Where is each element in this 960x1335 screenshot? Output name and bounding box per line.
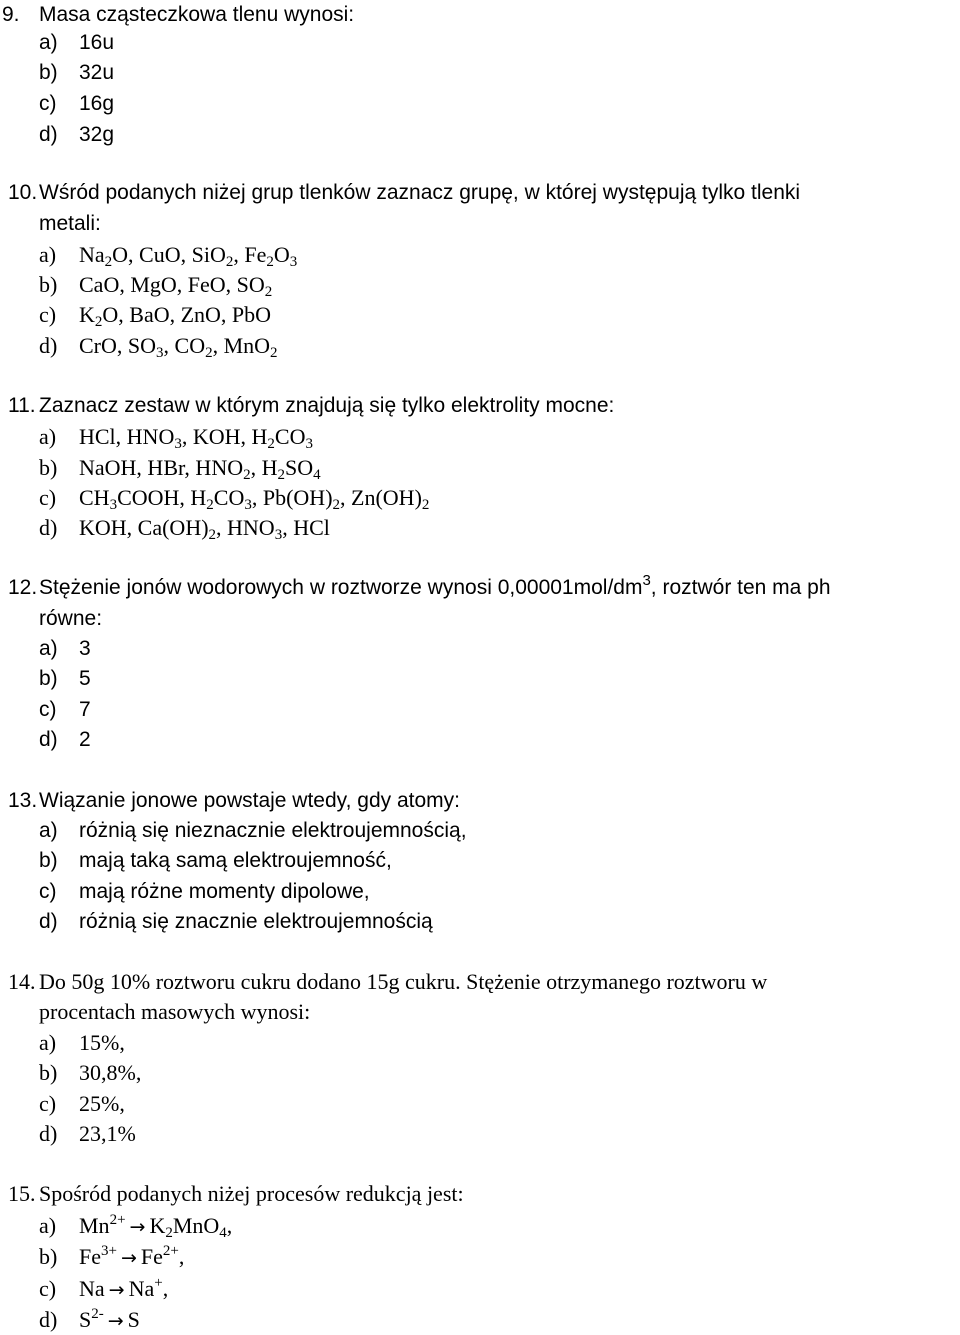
question-number: 15. — [8, 1181, 36, 1206]
answer-option: c) 16g — [39, 92, 115, 115]
answer-option: d) KOH, $Ca(OH)_2$, $HNO_3$, HCl — [39, 515, 330, 543]
answer-option: c) $K_2O$, BaO, ZnO, PbO — [39, 302, 272, 330]
answer-option: c) 25%, — [39, 1091, 125, 1116]
question-number: 12. — [8, 576, 38, 599]
answer-option: d) 23,1% — [39, 1121, 136, 1146]
answer-option: d) 2 — [39, 728, 91, 751]
answer-option: a) 3 — [39, 637, 91, 660]
question-number: 14. — [8, 969, 36, 994]
arrow-right-icon: → — [108, 1279, 125, 1301]
question-text-continued: metali: — [39, 212, 101, 235]
answer-option: d) CrO, $SO_3$, $CO_2$, MnO$_2$ — [39, 333, 278, 361]
question-text: Do 50g 10% roztworu cukru dodano 15g cukru. Stężenie otrzymanego roztworu w — [39, 969, 768, 994]
answer-option: b) 5 — [39, 667, 91, 690]
answer-option: c) $CH_3COOH$, $H_2CO_3$, $Pb(OH)_2$, $Zn(OH)_2$ — [39, 485, 430, 513]
answer-option: b) 30,8%, — [39, 1060, 142, 1085]
answer-option: d) różnią się znacznie elektroujemnością — [39, 910, 433, 933]
answer-option: c) mają różne momenty dipolowe, — [39, 880, 370, 903]
question-text: Stężenie jonów wodorowych w roztworze wynosi $0,00001mol/dm^3$, roztwór ten ma ph — [39, 572, 831, 599]
answer-option: a) różnią się nieznacznie elektroujemnością, — [39, 819, 467, 842]
answer-option: b) 32u — [39, 61, 115, 84]
answer-option: a) HCl, $HNO_3$, KOH, $H_2CO_3$ — [39, 424, 313, 452]
answer-option: b) mają taką samą elektroujemność, — [39, 849, 392, 872]
question-text-continued: równe: — [39, 607, 103, 630]
answer-option: c) 7 — [39, 698, 91, 721]
answer-option: a) $Mn^{2+} \to K_2MnO_4$, — [39, 1212, 233, 1241]
question-text: Zaznacz zestaw w którym znajdują się tylko elektrolity mocne: — [39, 394, 615, 417]
answer-option: d) 32g — [39, 123, 115, 146]
answer-option: a) 16u — [39, 31, 115, 54]
question-text-continued: procentach masowych wynosi: — [39, 999, 311, 1024]
question-text: Masa cząsteczkowa tlenu wynosi: — [39, 3, 355, 26]
question-number: 9. — [2, 3, 20, 26]
question-text: Wiązanie jonowe powstaje wtedy, gdy atomy: — [39, 789, 460, 812]
arrow-right-icon: → — [129, 1216, 146, 1238]
answer-option: d) $S^{2-} \to S$ — [39, 1306, 140, 1332]
answer-option: a) $Na_2O$, CuO, SiO$_2$, $Fe_2O_3$ — [39, 242, 298, 270]
question-number: 11. — [8, 394, 36, 417]
answer-option: b) $Fe^{3+} \to Fe^{2+}$, — [39, 1243, 185, 1269]
answer-option: c) Na → Na+, — [39, 1275, 169, 1301]
answer-option: b) NaOH, HBr, $HNO_2$, $H_2SO_4$ — [39, 455, 321, 483]
question-number: 10. — [8, 181, 38, 204]
answer-option: a) 15%, — [39, 1030, 125, 1055]
arrow-right-icon: → — [107, 1310, 124, 1332]
question-number: 13. — [8, 789, 38, 812]
answer-option: b) CaO, MgO, FeO, $SO_2$ — [39, 272, 273, 300]
question-text: Wśród podanych niżej grup tlenków zaznacz grupę, w której występują tylko tlenki — [39, 181, 801, 204]
arrow-right-icon: → — [120, 1247, 137, 1269]
question-text: Spośród podanych niżej procesów redukcją jest: — [39, 1181, 464, 1206]
